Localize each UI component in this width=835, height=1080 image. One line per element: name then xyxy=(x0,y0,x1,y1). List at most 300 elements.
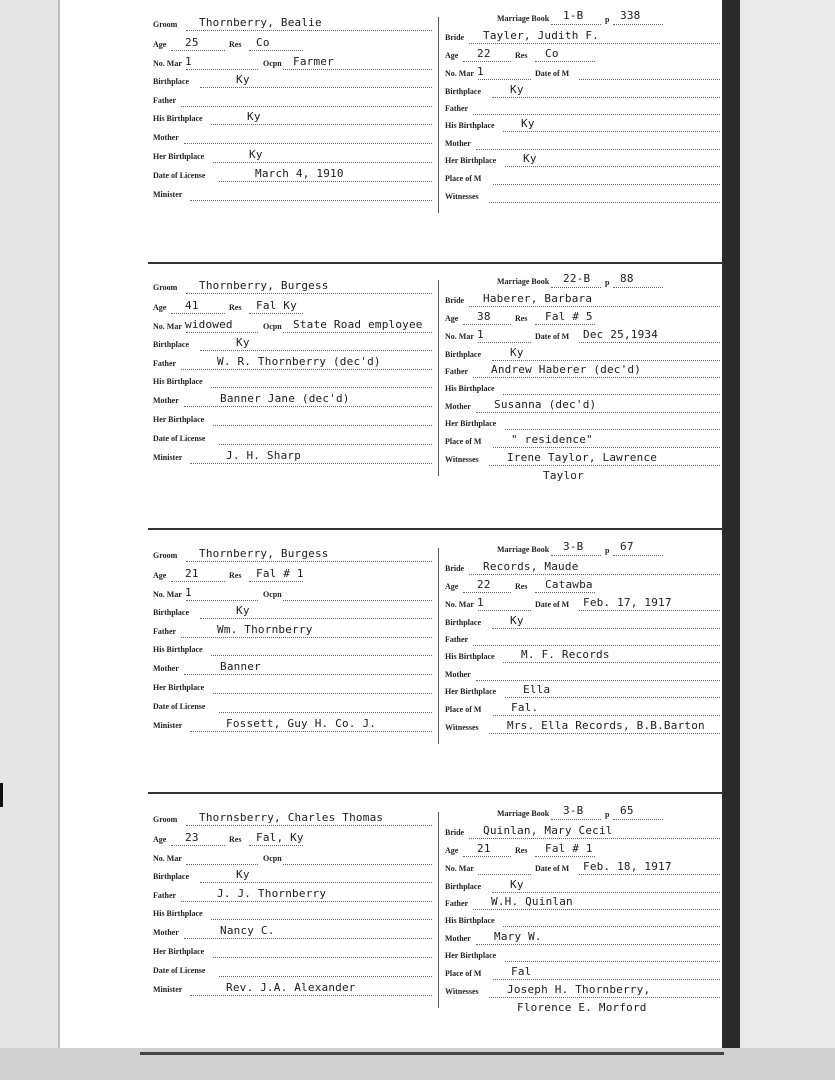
groom-mother-line xyxy=(184,937,432,939)
bride-date-of-m-label: Date of M xyxy=(535,864,570,873)
bride-mother-label: Mother xyxy=(445,139,471,148)
page-number-label: p xyxy=(605,278,610,287)
bride-his-birthplace-label: His Birthplace xyxy=(445,121,495,130)
bride-name-line xyxy=(469,305,720,307)
groom-groom-value: Thornberry, Burgess xyxy=(199,547,329,560)
bride-age-label: Age xyxy=(445,314,459,323)
groom-her-birthplace-value: Ky xyxy=(249,148,263,161)
bride-place-of-m-label: Place of M xyxy=(445,705,482,714)
bride-age-line xyxy=(463,855,511,857)
marriage-book-label: Marriage Book xyxy=(497,545,550,554)
groom-mother-value: Banner Jane (dec'd) xyxy=(220,392,350,405)
scan-left-mark xyxy=(0,783,3,807)
groom-mother-label: Mother xyxy=(153,664,179,673)
bride-res-value: Co xyxy=(545,47,559,60)
bride-no-mar-value: 1 xyxy=(477,596,484,609)
groom-birthplace-line xyxy=(200,349,432,351)
groom-father-line xyxy=(181,105,432,107)
bride-no-mar-line xyxy=(478,873,531,875)
bride-res-line xyxy=(535,591,595,593)
groom-age-value: 41 xyxy=(185,299,199,312)
bride-father-line xyxy=(473,113,720,115)
groom-age-label: Age xyxy=(153,835,167,844)
groom-father-line xyxy=(181,900,432,902)
bride-no-mar-label: No. Mar xyxy=(445,864,474,873)
bride-age-value: 21 xyxy=(477,842,491,855)
bride-his-birthplace-line xyxy=(503,661,720,663)
bride-age-value: 22 xyxy=(477,578,491,591)
bride-her-birthplace-label: Her Birthplace xyxy=(445,419,497,428)
groom-ocpn-label: Ocpn xyxy=(263,590,282,599)
bride-birthplace-label: Birthplace xyxy=(445,350,481,359)
bride-witnesses-label: Witnesses xyxy=(445,987,479,996)
bride-her-birthplace-line xyxy=(505,696,720,698)
groom-date-of-license-line xyxy=(219,180,432,182)
groom-mother-line xyxy=(184,673,432,675)
groom-res-label: Res xyxy=(229,40,242,49)
groom-her-birthplace-label: Her Birthplace xyxy=(153,415,205,424)
bride-date-of-m-label: Date of M xyxy=(535,69,570,78)
groom-date-of-license-line xyxy=(219,975,432,977)
bride-her-birthplace-label: Her Birthplace xyxy=(445,156,497,165)
bride-no-mar-line xyxy=(478,78,531,80)
scan-left-margin xyxy=(0,0,60,1080)
bride-her-birthplace-line xyxy=(505,165,720,167)
bride-res-line xyxy=(535,323,595,325)
groom-res-value: Co xyxy=(256,36,270,49)
bride-witnesses-line xyxy=(489,732,720,734)
groom-ocpn-line xyxy=(283,599,432,601)
groom-his-birthplace-label: His Birthplace xyxy=(153,909,203,918)
page-number-label: p xyxy=(605,546,610,555)
groom-date-of-license-label: Date of License xyxy=(153,434,206,443)
groom-father-value: Wm. Thornberry xyxy=(217,623,313,636)
page-number-line xyxy=(613,286,663,288)
bride-her-birthplace-label: Her Birthplace xyxy=(445,687,497,696)
groom-age-line xyxy=(171,844,225,846)
groom-birthplace-value: Ky xyxy=(236,73,250,86)
bride-place-of-m-value: " residence" xyxy=(511,433,593,446)
groom-her-birthplace-line xyxy=(213,161,432,163)
groom-res-value: Fal # 1 xyxy=(256,567,304,580)
bride-his-birthplace-label: His Birthplace xyxy=(445,384,495,393)
bride-his-birthplace-value: Ky xyxy=(521,117,535,130)
scan-left-edge xyxy=(58,0,60,1080)
groom-birthplace-label: Birthplace xyxy=(153,77,189,86)
groom-groom-label: Groom xyxy=(153,551,178,560)
groom-mother-value: Nancy C. xyxy=(220,924,275,937)
bride-witnesses-label: Witnesses xyxy=(445,192,479,201)
bride-father-label: Father xyxy=(445,635,469,644)
bride-witnesses-label: Witnesses xyxy=(445,455,479,464)
bride-name-value: Tayler, Judith F. xyxy=(483,29,599,42)
page-number-value: 88 xyxy=(620,272,634,285)
groom-no-mar-value: 1 xyxy=(185,55,192,68)
bride-her-birthplace-value: Ky xyxy=(523,152,537,165)
groom-res-line xyxy=(249,49,303,51)
groom-mother-label: Mother xyxy=(153,396,179,405)
groom-birthplace-label: Birthplace xyxy=(153,872,189,881)
groom-father-line xyxy=(181,368,432,370)
groom-res-value: Fal Ky xyxy=(256,299,297,312)
bride-date-of-m-label: Date of M xyxy=(535,600,570,609)
groom-minister-line xyxy=(190,730,432,732)
bride-mother-line xyxy=(476,148,720,150)
bride-age-value: 22 xyxy=(477,47,491,60)
bride-birthplace-line xyxy=(492,627,720,629)
record-divider xyxy=(148,792,723,794)
bride-place-of-m-label: Place of M xyxy=(445,174,482,183)
bride-place-of-m-line xyxy=(493,978,720,980)
groom-age-label: Age xyxy=(153,303,167,312)
bride-place-of-m-line xyxy=(493,446,720,448)
bride-birthplace-line xyxy=(492,891,720,893)
bride-date-of-m-line xyxy=(579,78,720,80)
bride-age-label: Age xyxy=(445,51,459,60)
groom-his-birthplace-value: Ky xyxy=(247,110,261,123)
groom-father-line xyxy=(181,636,432,638)
groom-his-birthplace-label: His Birthplace xyxy=(153,645,203,654)
groom-date-of-license-line xyxy=(219,443,432,445)
bride-witnesses-label: Witnesses xyxy=(445,723,479,732)
bride-witnesses-line xyxy=(489,996,720,998)
groom-mother-line xyxy=(184,142,432,144)
bride-mother-label: Mother xyxy=(445,934,471,943)
groom-his-birthplace-line xyxy=(211,654,432,656)
bride-name-line xyxy=(469,42,720,44)
groom-groom-label: Groom xyxy=(153,20,178,29)
bride-res-value: Catawba xyxy=(545,578,593,591)
groom-father-value: W. R. Thornberry (dec'd) xyxy=(217,355,381,368)
bride-witnesses-value: Joseph H. Thornberry, xyxy=(507,983,651,996)
groom-his-birthplace-label: His Birthplace xyxy=(153,114,203,123)
bride-age-value: 38 xyxy=(477,310,491,323)
groom-minister-value: Fossett, Guy H. Co. J. xyxy=(226,717,377,730)
bride-birthplace-value: Ky xyxy=(510,878,524,891)
groom-minister-line xyxy=(190,199,432,201)
bride-res-value: Fal # 1 xyxy=(545,842,593,855)
bride-witnesses-line xyxy=(489,464,720,466)
bride-mother-line xyxy=(476,943,720,945)
groom-age-label: Age xyxy=(153,571,167,580)
groom-age-line xyxy=(171,49,225,51)
groom-birthplace-label: Birthplace xyxy=(153,608,189,617)
bride-date-of-m-value: Feb. 17, 1917 xyxy=(583,596,672,609)
groom-groom-line xyxy=(186,560,432,562)
bride-place-of-m-value: Fal. xyxy=(511,701,539,714)
bride-age-line xyxy=(463,323,511,325)
groom-no-mar-label: No. Mar xyxy=(153,59,182,68)
groom-her-birthplace-label: Her Birthplace xyxy=(153,947,205,956)
groom-no-mar-label: No. Mar xyxy=(153,322,182,331)
bride-res-value: Fal # 5 xyxy=(545,310,593,323)
page-number-value: 338 xyxy=(620,9,641,22)
marriage-book-value: 3-B xyxy=(563,540,584,553)
groom-her-birthplace-line xyxy=(213,956,432,958)
bride-his-birthplace-line xyxy=(503,925,720,927)
bride-res-label: Res xyxy=(515,582,528,591)
groom-mother-value: Banner xyxy=(220,660,261,673)
groom-minister-value: Rev. J.A. Alexander xyxy=(226,981,356,994)
bride-her-birthplace-label: Her Birthplace xyxy=(445,951,497,960)
groom-date-of-license-label: Date of License xyxy=(153,702,206,711)
bride-father-line xyxy=(473,644,720,646)
column-divider xyxy=(438,548,439,744)
groom-his-birthplace-line xyxy=(211,918,432,920)
groom-res-line xyxy=(249,312,303,314)
groom-her-birthplace-line xyxy=(213,692,432,694)
bride-name-label: Bride xyxy=(445,564,465,573)
bride-his-birthplace-line xyxy=(503,130,720,132)
bride-his-birthplace-line xyxy=(503,393,720,395)
bride-father-line xyxy=(473,908,720,910)
bride-res-label: Res xyxy=(515,846,528,855)
scan-bottom-line xyxy=(140,1052,724,1055)
groom-birthplace-value: Ky xyxy=(236,868,250,881)
groom-ocpn-line xyxy=(283,68,432,70)
groom-minister-value: J. H. Sharp xyxy=(226,449,302,462)
bride-res-line xyxy=(535,60,595,62)
groom-groom-line xyxy=(186,29,432,31)
bride-witnesses-value: Irene Taylor, Lawrence xyxy=(507,451,658,464)
bride-witnesses-value: Mrs. Ella Records, B.B.Barton xyxy=(507,719,705,732)
groom-her-birthplace-line xyxy=(213,424,432,426)
bride-date-of-m-value: Dec 25,1934 xyxy=(583,328,659,341)
groom-no-mar-value: 1 xyxy=(185,586,192,599)
marriage-book-line xyxy=(551,23,601,25)
groom-no-mar-line xyxy=(186,68,258,70)
groom-res-label: Res xyxy=(229,303,242,312)
groom-groom-line xyxy=(186,292,432,294)
bride-name-line xyxy=(469,573,720,575)
groom-minister-label: Minister xyxy=(153,721,183,730)
marriage-book-line xyxy=(551,818,601,820)
bride-no-mar-value: 1 xyxy=(477,328,484,341)
bride-place-of-m-line xyxy=(493,714,720,716)
bride-his-birthplace-label: His Birthplace xyxy=(445,652,495,661)
groom-no-mar-line xyxy=(186,863,258,865)
groom-date-of-license-label: Date of License xyxy=(153,171,206,180)
bride-age-label: Age xyxy=(445,846,459,855)
bride-birthplace-value: Ky xyxy=(510,346,524,359)
groom-age-value: 23 xyxy=(185,831,199,844)
groom-mother-label: Mother xyxy=(153,928,179,937)
groom-minister-line xyxy=(190,462,432,464)
bride-birthplace-value: Ky xyxy=(510,614,524,627)
groom-father-value: J. J. Thornberry xyxy=(217,887,327,900)
bride-name-line xyxy=(469,837,720,839)
column-divider xyxy=(438,17,439,213)
bride-witnesses-line xyxy=(489,201,720,203)
groom-her-birthplace-label: Her Birthplace xyxy=(153,152,205,161)
groom-his-birthplace-label: His Birthplace xyxy=(153,377,203,386)
marriage-book-label: Marriage Book xyxy=(497,809,550,818)
groom-minister-label: Minister xyxy=(153,190,183,199)
bride-mother-value: Susanna (dec'd) xyxy=(494,398,597,411)
groom-no-mar-line xyxy=(186,331,258,333)
column-divider xyxy=(438,812,439,1008)
bride-date-of-m-line xyxy=(579,341,720,343)
scan-right-border xyxy=(722,0,740,1080)
groom-ocpn-label: Ocpn xyxy=(263,59,282,68)
groom-birthplace-line xyxy=(200,617,432,619)
bride-no-mar-line xyxy=(478,609,531,611)
groom-date-of-license-line xyxy=(219,711,432,713)
page-number-line xyxy=(613,23,663,25)
groom-no-mar-label: No. Mar xyxy=(153,854,182,863)
bride-name-value: Haberer, Barbara xyxy=(483,292,593,305)
groom-res-label: Res xyxy=(229,571,242,580)
groom-age-line xyxy=(171,312,225,314)
bride-place-of-m-line xyxy=(493,183,720,185)
groom-his-birthplace-line xyxy=(211,123,432,125)
bride-father-value: W.H. Quinlan xyxy=(491,895,573,908)
groom-no-mar-line xyxy=(186,599,258,601)
marriage-book-line xyxy=(551,554,601,556)
groom-res-label: Res xyxy=(229,835,242,844)
bride-his-birthplace-value: M. F. Records xyxy=(521,648,610,661)
bride-witnesses-continued: Taylor xyxy=(543,469,584,482)
bride-name-label: Bride xyxy=(445,296,465,305)
groom-age-value: 21 xyxy=(185,567,199,580)
groom-res-line xyxy=(249,580,303,582)
groom-ocpn-label: Ocpn xyxy=(263,854,282,863)
groom-birthplace-line xyxy=(200,881,432,883)
page-number-value: 67 xyxy=(620,540,634,553)
bride-father-value: Andrew Haberer (dec'd) xyxy=(491,363,642,376)
bride-father-label: Father xyxy=(445,104,469,113)
marriage-book-value: 1-B xyxy=(563,9,584,22)
groom-minister-label: Minister xyxy=(153,453,183,462)
record-divider xyxy=(148,528,723,530)
page-number-line xyxy=(613,818,663,820)
groom-date-of-license-label: Date of License xyxy=(153,966,206,975)
groom-birthplace-line xyxy=(200,86,432,88)
bride-date-of-m-line xyxy=(579,609,720,611)
bride-no-mar-value: 1 xyxy=(477,65,484,78)
groom-res-line xyxy=(249,844,303,846)
bride-her-birthplace-line xyxy=(505,428,720,430)
groom-father-label: Father xyxy=(153,627,177,636)
bride-mother-value: Mary W. xyxy=(494,930,542,943)
bride-res-label: Res xyxy=(515,314,528,323)
groom-birthplace-value: Ky xyxy=(236,336,250,349)
bride-birthplace-label: Birthplace xyxy=(445,882,481,891)
groom-groom-value: Thornsberry, Charles Thomas xyxy=(199,811,384,824)
groom-ocpn-label: Ocpn xyxy=(263,322,282,331)
bride-his-birthplace-label: His Birthplace xyxy=(445,916,495,925)
bride-birthplace-value: Ky xyxy=(510,83,524,96)
bride-age-label: Age xyxy=(445,582,459,591)
groom-ocpn-value: State Road employee xyxy=(293,318,423,331)
page-number-value: 65 xyxy=(620,804,634,817)
marriage-book-label: Marriage Book xyxy=(497,277,550,286)
bride-place-of-m-label: Place of M xyxy=(445,437,482,446)
groom-minister-line xyxy=(190,994,432,996)
bride-place-of-m-value: Fal xyxy=(511,965,532,978)
groom-mother-line xyxy=(184,405,432,407)
groom-mother-label: Mother xyxy=(153,133,179,142)
bride-her-birthplace-line xyxy=(505,960,720,962)
groom-age-value: 25 xyxy=(185,36,199,49)
groom-birthplace-label: Birthplace xyxy=(153,340,189,349)
bride-witnesses-continued: Florence E. Morford xyxy=(517,1001,647,1014)
bride-name-value: Quinlan, Mary Cecil xyxy=(483,824,613,837)
groom-age-line xyxy=(171,580,225,582)
bride-birthplace-line xyxy=(492,359,720,361)
bride-no-mar-label: No. Mar xyxy=(445,600,474,609)
bride-birthplace-label: Birthplace xyxy=(445,87,481,96)
bride-place-of-m-label: Place of M xyxy=(445,969,482,978)
column-divider xyxy=(438,280,439,476)
page-number-line xyxy=(613,554,663,556)
bride-name-label: Bride xyxy=(445,33,465,42)
groom-father-label: Father xyxy=(153,96,177,105)
groom-father-label: Father xyxy=(153,891,177,900)
marriage-book-value: 3-B xyxy=(563,804,584,817)
bride-mother-line xyxy=(476,679,720,681)
groom-groom-value: Thornberry, Bealie xyxy=(199,16,322,29)
bride-name-value: Records, Maude xyxy=(483,560,579,573)
groom-ocpn-value: Farmer xyxy=(293,55,334,68)
record-divider xyxy=(148,262,723,264)
page-number-label: p xyxy=(605,810,610,819)
groom-no-mar-label: No. Mar xyxy=(153,590,182,599)
bride-no-mar-line xyxy=(478,341,531,343)
groom-ocpn-line xyxy=(283,863,432,865)
groom-his-birthplace-line xyxy=(211,386,432,388)
groom-birthplace-value: Ky xyxy=(236,604,250,617)
groom-ocpn-line xyxy=(283,331,432,333)
bride-birthplace-line xyxy=(492,96,720,98)
bride-age-line xyxy=(463,60,511,62)
bride-res-line xyxy=(535,855,595,857)
bride-name-label: Bride xyxy=(445,828,465,837)
groom-minister-label: Minister xyxy=(153,985,183,994)
bride-no-mar-label: No. Mar xyxy=(445,332,474,341)
scan-right-margin xyxy=(740,0,835,1080)
groom-her-birthplace-label: Her Birthplace xyxy=(153,683,205,692)
groom-groom-label: Groom xyxy=(153,815,178,824)
marriage-book-value: 22-B xyxy=(563,272,591,285)
groom-age-label: Age xyxy=(153,40,167,49)
marriage-book-line xyxy=(551,286,601,288)
bride-mother-label: Mother xyxy=(445,402,471,411)
groom-groom-label: Groom xyxy=(153,283,178,292)
groom-groom-value: Thornberry, Burgess xyxy=(199,279,329,292)
bride-birthplace-label: Birthplace xyxy=(445,618,481,627)
groom-date-of-license-value: March 4, 1910 xyxy=(255,167,344,180)
bride-res-label: Res xyxy=(515,51,528,60)
bride-mother-label: Mother xyxy=(445,670,471,679)
bride-mother-line xyxy=(476,411,720,413)
groom-no-mar-value: widowed xyxy=(185,318,233,331)
bride-her-birthplace-value: Ella xyxy=(523,683,551,696)
groom-father-label: Father xyxy=(153,359,177,368)
bride-father-label: Father xyxy=(445,367,469,376)
groom-res-value: Fal, Ky xyxy=(256,831,304,844)
bride-date-of-m-value: Feb. 18, 1917 xyxy=(583,860,672,873)
groom-groom-line xyxy=(186,824,432,826)
bride-no-mar-label: No. Mar xyxy=(445,69,474,78)
page-number-label: p xyxy=(605,15,610,24)
bride-father-label: Father xyxy=(445,899,469,908)
bride-date-of-m-line xyxy=(579,873,720,875)
bride-age-line xyxy=(463,591,511,593)
bride-father-line xyxy=(473,376,720,378)
marriage-book-label: Marriage Book xyxy=(497,14,550,23)
bride-date-of-m-label: Date of M xyxy=(535,332,570,341)
